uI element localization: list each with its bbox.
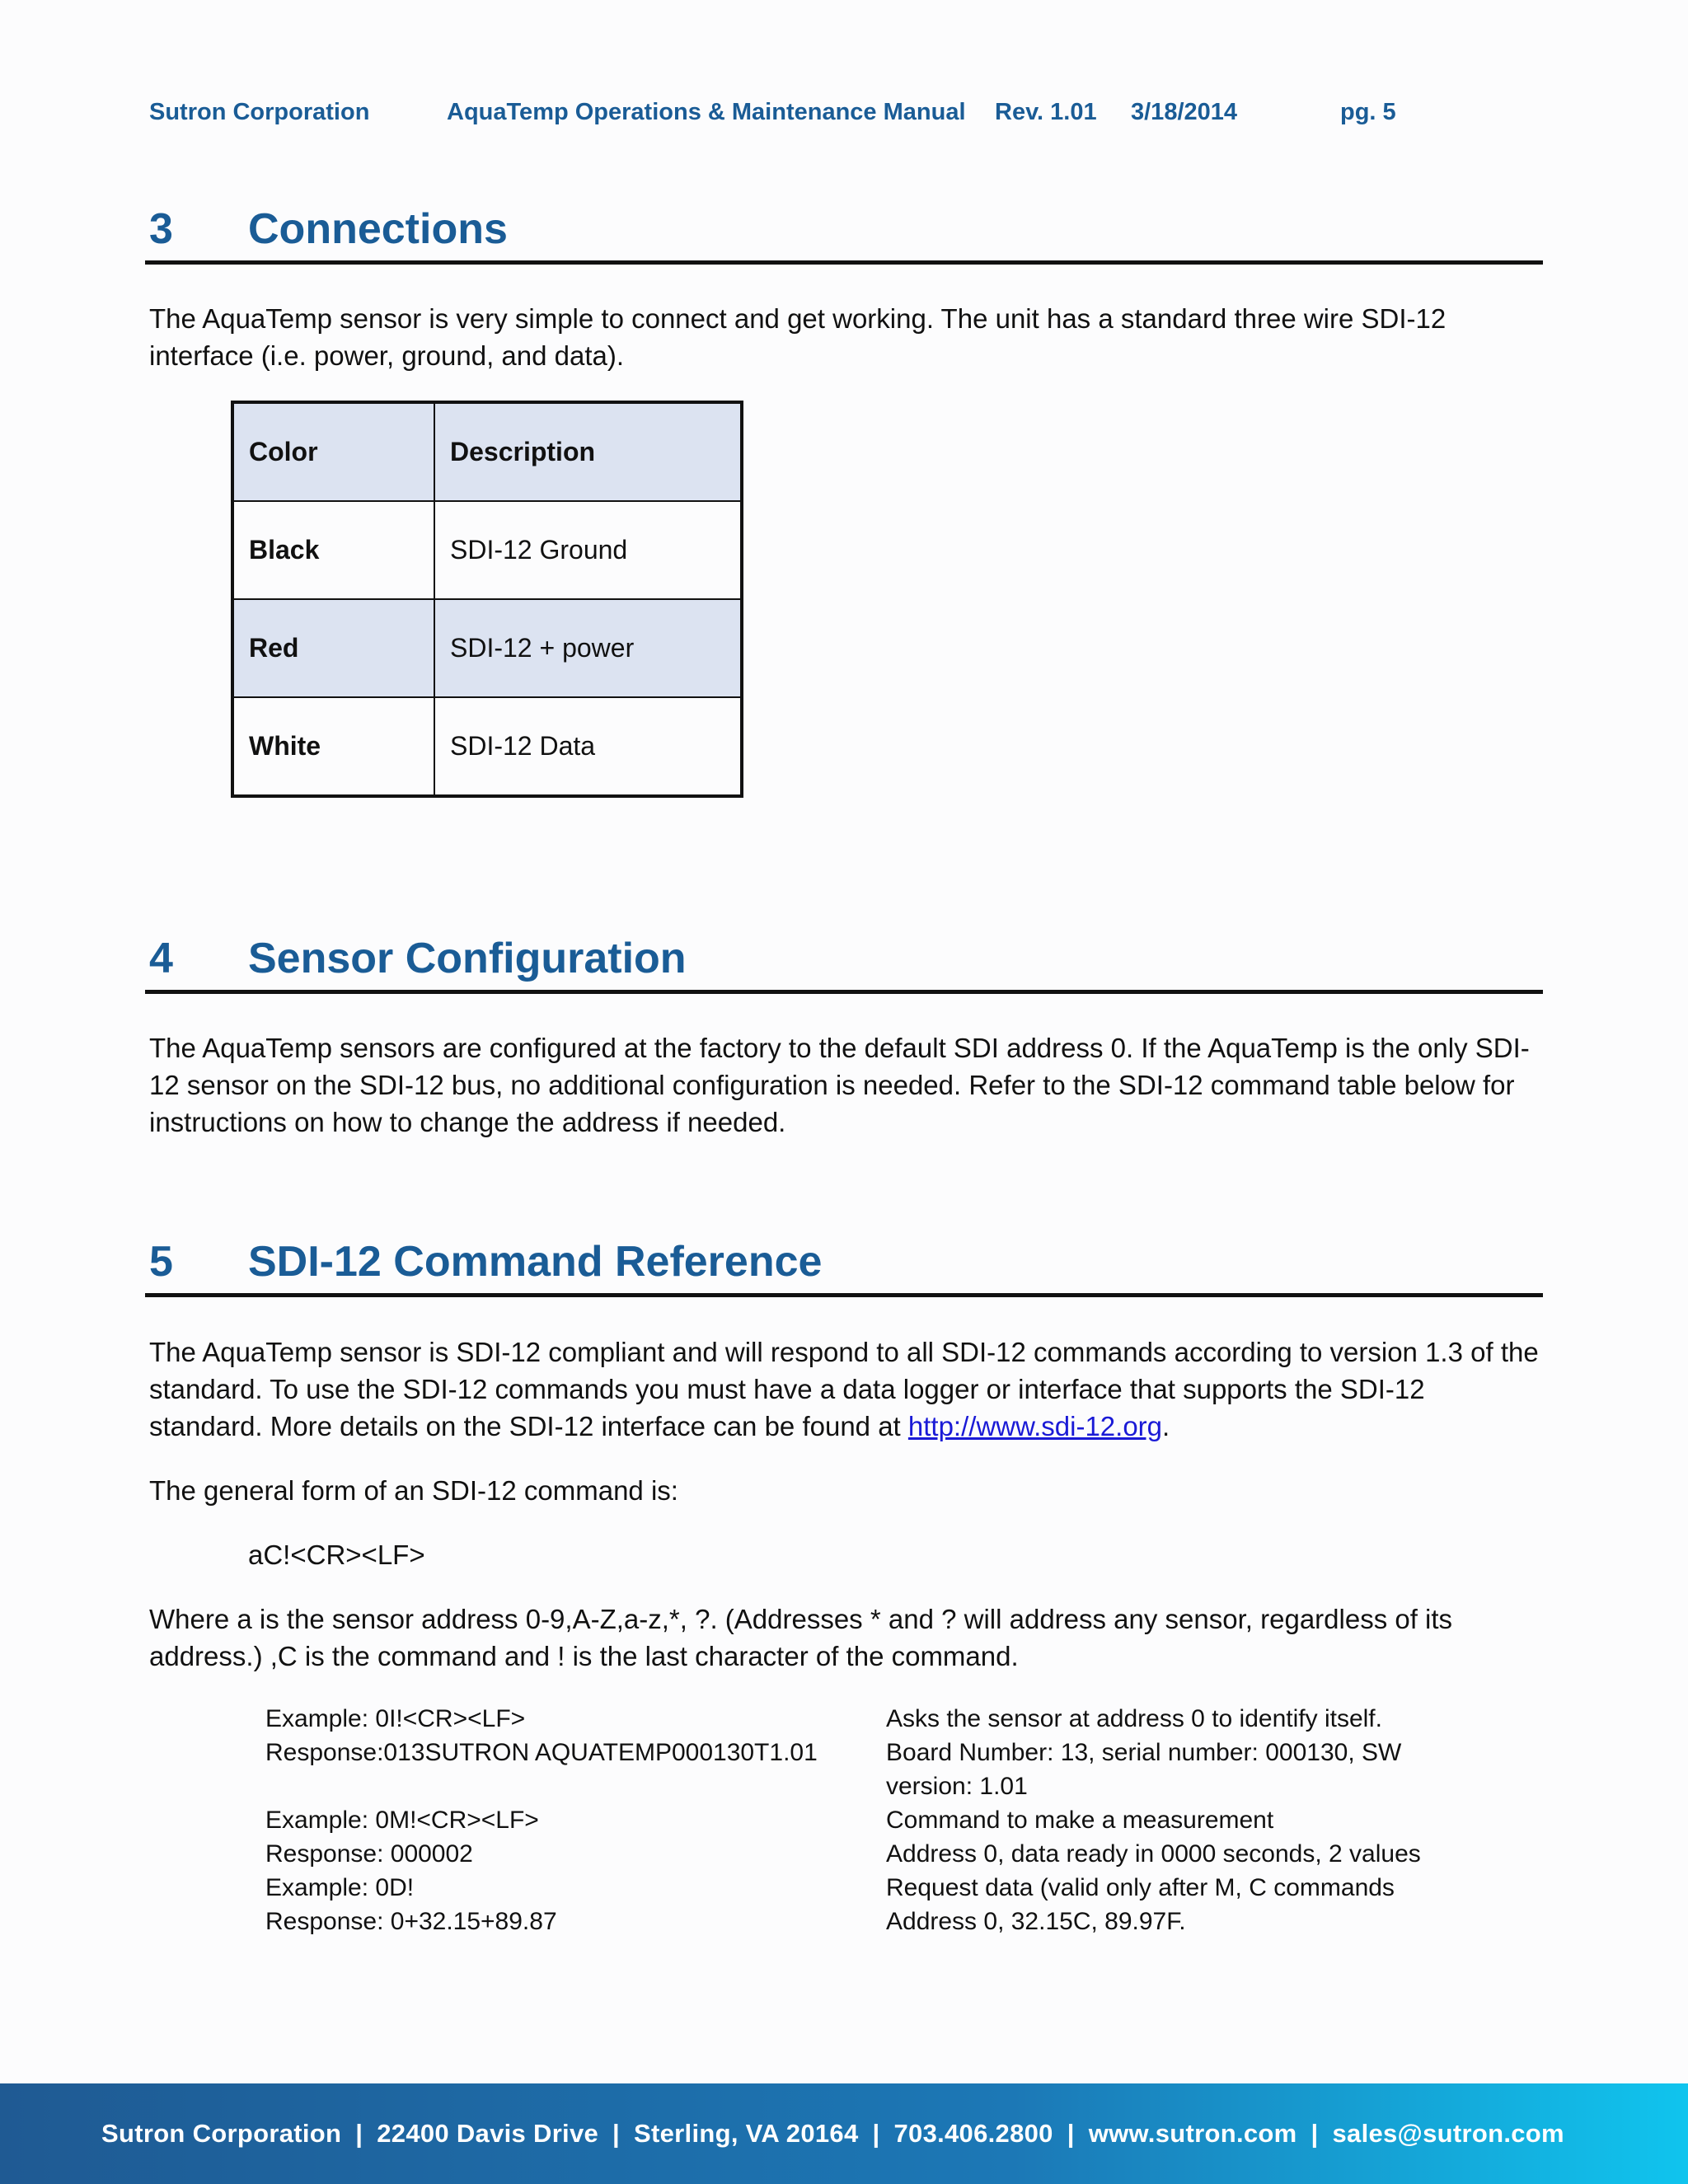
- wire-color: Black: [232, 501, 434, 599]
- general-form-text: The general form of an SDI-12 command is:: [149, 1475, 678, 1506]
- section-number: 4: [149, 935, 173, 982]
- wire-color-table: [231, 401, 743, 798]
- header-page-number: pg. 5: [1340, 99, 1396, 125]
- header-date: 3/18/2014: [1131, 99, 1238, 125]
- footer-email: sales@sutron.com: [1332, 2119, 1564, 2148]
- section-3-intro: The AquaTemp sensor is very simple to connect and get working. The unit has a standard three wire SDI-12 interface (i.e. power, ground, and data).: [149, 303, 1447, 371]
- intro-text: The AquaTemp sensor is SDI-12 compliant and will respond to all SDI-12 commands according to version 1.3 of the standard. To use the SDI-12 commands you must have a data logger or interface that supports the SDI-12 standard. More details on the SDI-12 interface can be found at: [149, 1337, 1539, 1441]
- section-4-heading: [145, 929, 1543, 994]
- example-description: Request data (valid only after M, C commands: [886, 1874, 1395, 1901]
- header-manual-title: AquaTemp Operations & Maintenance Manual: [447, 99, 966, 125]
- footer-website: www.sutron.com: [1088, 2119, 1297, 2148]
- footer-contact-line: [101, 2119, 1564, 2149]
- header-company: Sutron Corporation: [149, 99, 370, 125]
- footer-banner: [0, 2083, 1688, 2184]
- footer-separator: |: [872, 2119, 880, 2148]
- example-command: Example: 0D!: [265, 1874, 415, 1901]
- intro-text-end: .: [1162, 1411, 1170, 1441]
- example-response: Response: 0+32.15+89.87: [265, 1908, 557, 1935]
- section-4-text: The AquaTemp sensors are configured at the factory to the default SDI address 0. If the AquaTemp is the only SDI-12 sensor on the SDI-12 bus, no additional configuration is needed. Refer to the SDI-12 command table below for instructions on how to change the address if needed.: [149, 1033, 1530, 1137]
- table-row: [232, 599, 742, 697]
- footer-company: Sutron Corporation: [101, 2119, 342, 2148]
- header-revision: Rev. 1.01: [995, 99, 1097, 125]
- footer-separator: |: [612, 2119, 621, 2148]
- sdi12-website-link[interactable]: http://www.sdi-12.org: [907, 1411, 1163, 1441]
- wire-color: White: [232, 697, 434, 796]
- section-5-heading: [145, 1232, 1543, 1297]
- example-command: Example: 0M!<CR><LF>: [265, 1807, 539, 1834]
- section-title: Sensor Configuration: [248, 935, 687, 982]
- section-number: 3: [149, 205, 173, 253]
- address-explanation: Where a is the sensor address 0-9,A-Z,a-z,*, ?. (Addresses * and ? will address any sensor, regardless of its address.) ,C is the command and ! is the last character of the command.: [149, 1604, 1453, 1671]
- table-header-cell: Description: [434, 402, 742, 501]
- footer-phone: 703.406.2800: [893, 2119, 1053, 2148]
- table-header-row: [232, 402, 742, 501]
- footer-address: 22400 Davis Drive: [377, 2119, 599, 2148]
- wire-color: Red: [232, 599, 434, 697]
- wire-description: SDI-12 + power: [434, 599, 742, 697]
- table-row: [232, 501, 742, 599]
- table-header-cell: Color: [232, 402, 434, 501]
- example-command: Example: 0I!<CR><LF>: [265, 1705, 526, 1732]
- footer-separator: |: [1311, 2119, 1319, 2148]
- example-description: Board Number: 13, serial number: 000130, SW version: 1.01: [886, 1739, 1402, 1800]
- section-number: 5: [149, 1238, 173, 1286]
- footer-separator: |: [1067, 2119, 1075, 2148]
- section-title: Connections: [248, 205, 508, 253]
- wire-description: SDI-12 Data: [434, 697, 742, 796]
- example-description: Address 0, 32.15C, 89.97F.: [886, 1908, 1186, 1935]
- wire-description: SDI-12 Ground: [434, 501, 742, 599]
- section-5-intro: [149, 1333, 1542, 1445]
- example-response: Response:013SUTRON AQUATEMP000130T1.01: [265, 1739, 818, 1766]
- example-response: Response: 000002: [265, 1840, 473, 1868]
- footer-city: Sterling, VA 20164: [634, 2119, 859, 2148]
- footer-separator: |: [355, 2119, 363, 2148]
- example-description: Address 0, data ready in 0000 seconds, 2 values: [886, 1840, 1421, 1868]
- example-description: Command to make a measurement: [886, 1807, 1274, 1834]
- table-row: [232, 697, 742, 796]
- command-form: aC!<CR><LF>: [248, 1540, 425, 1570]
- example-description: Asks the sensor at address 0 to identify itself.: [886, 1705, 1382, 1732]
- section-title: SDI-12 Command Reference: [248, 1238, 823, 1286]
- section-3-heading: [145, 199, 1543, 265]
